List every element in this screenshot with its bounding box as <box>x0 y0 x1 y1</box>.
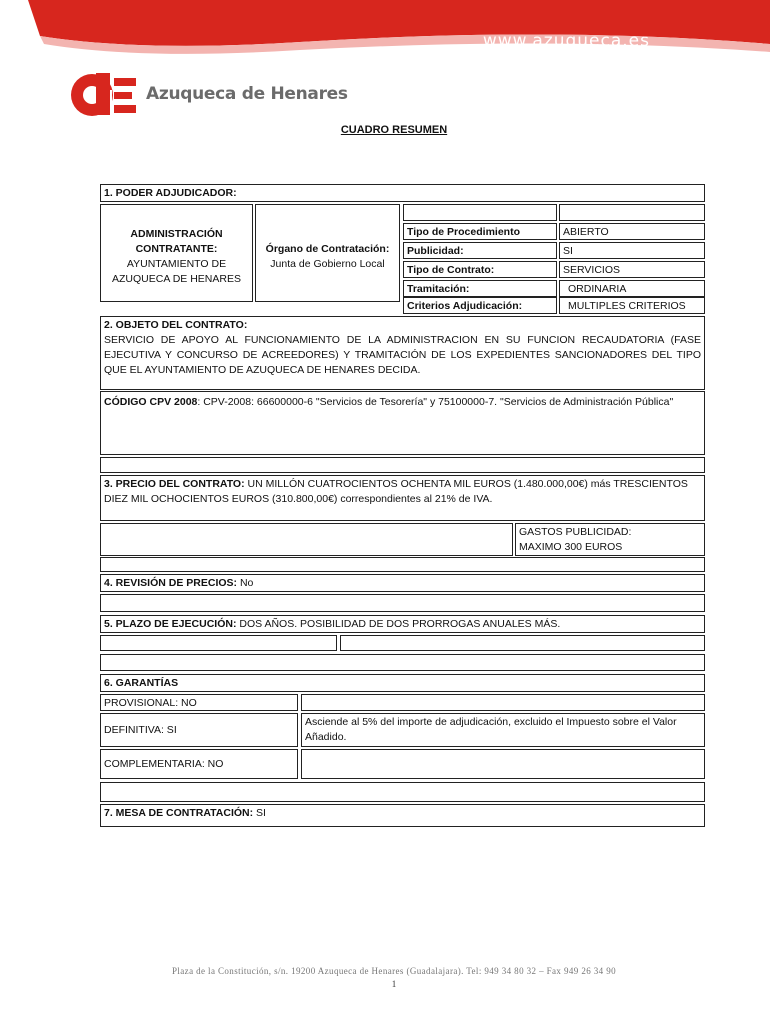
section-7-contracting-board <box>100 804 705 827</box>
admin-contratante-value: AYUNTAMIENTO DE AZUQUECA DE HENARES <box>112 258 241 285</box>
section-2-heading: 2. OBJETO DEL CONTRATO: <box>104 319 248 331</box>
section-5-execution-term <box>100 615 705 633</box>
header-banner <box>0 0 770 70</box>
complementary-guarantee: COMPLEMENTARIA: NO <box>100 749 298 779</box>
document-title: CUADRO RESUMEN <box>340 124 448 136</box>
section-2-object <box>100 316 705 390</box>
procedure-value: ABIERTO <box>559 223 705 240</box>
execution-term-value: DOS AÑOS. POSIBILIDAD DE DOS PRORROGAS ANUALES MÁS. <box>236 618 561 630</box>
azuqueca-logo-icon <box>68 70 138 120</box>
section-4-price-review <box>100 574 705 592</box>
page-number: 1 <box>391 979 397 989</box>
blank-row <box>100 654 705 671</box>
price-blank-cell <box>100 523 513 556</box>
cpv-text: : CPV-2008: 66600000-6 "Servicios de Tesorería" y 75100000-7. "Servicios de Administración Pública" <box>197 396 674 408</box>
complementary-guarantee-detail <box>301 749 705 779</box>
processing-value: ORDINARIA <box>559 280 705 297</box>
footer-address: Plaza de la Constitución, s/n. 19200 Azuqueca de Henares (Guadalajara). Tel: 949 34 80 32 – Fax 949 26 34 90 <box>171 966 617 976</box>
advertising-costs-label: GASTOS PUBLICIDAD: <box>519 526 632 538</box>
price-text: UN MILLÓN CUATROCIENTOS OCHENTA MIL EUROS (1.480.000,00€) más TRESCIENTOS DIEZ MIL OCHOCIENTOS EUROS (310.800,00€) correspondientes al 21% de IVA. <box>104 478 688 505</box>
blank-row <box>100 557 705 572</box>
contracting-board-value: SI <box>253 807 266 819</box>
site-url: www.azuqueca.es <box>482 31 650 51</box>
publicity-label: Publicidad: <box>403 242 557 259</box>
admin-contratante-cell <box>100 204 253 302</box>
contract-type-value: SERVICIOS <box>559 261 705 278</box>
section-3-heading: 3. PRECIO DEL CONTRATO: <box>104 478 245 490</box>
section-4-heading: 4. REVISIÓN DE PRECIOS: <box>104 577 238 589</box>
award-criteria-value: MULTIPLES CRITERIOS <box>559 297 705 314</box>
section-3-price <box>100 475 705 521</box>
procedure-blank-value <box>559 204 705 221</box>
definitive-guarantee-detail: Asciende al 5% del importe de adjudicación, excluido el Impuesto sobre el Valor Añadido. <box>301 713 705 747</box>
blank-row <box>100 457 705 473</box>
section-1-heading: 1. PODER ADJUDICADOR: <box>100 184 705 202</box>
price-review-value: No <box>237 577 254 589</box>
procedure-blank-label <box>403 204 557 221</box>
provisional-guarantee: PROVISIONAL: NO <box>100 694 298 711</box>
admin-contratante-label: ADMINISTRACIÓN CONTRATANTE: <box>130 228 223 255</box>
award-criteria-label: Criterios Adjudicación: <box>403 297 557 314</box>
cpv-label: CÓDIGO CPV 2008 <box>104 396 198 408</box>
processing-label: Tramitación: <box>403 280 557 297</box>
provisional-guarantee-detail <box>301 694 705 711</box>
summary-form <box>100 184 705 827</box>
publicity-value: SI <box>559 242 705 259</box>
procedure-label: Tipo de Procedimiento <box>403 223 557 240</box>
contract-type-label: Tipo de Contrato: <box>403 261 557 278</box>
cpv-code-cell <box>100 391 705 455</box>
advertising-costs-value: MAXIMO 300 EUROS <box>519 541 623 553</box>
org-name: Azuqueca de Henares <box>146 84 348 104</box>
advertising-costs-cell <box>515 523 705 556</box>
organo-contratacion-cell <box>255 204 400 302</box>
section-5-heading: 5. PLAZO DE EJECUCIÓN: <box>104 618 237 630</box>
blank-row <box>100 594 705 612</box>
blank-row <box>100 782 705 802</box>
blank-cell <box>340 635 705 651</box>
organo-contratacion-value: Junta de Gobierno Local <box>270 258 385 270</box>
section-6-heading: 6. GARANTÍAS <box>100 674 705 692</box>
definitive-guarantee: DEFINITIVA: SI <box>100 713 298 747</box>
organo-contratacion-label: Órgano de Contratación: <box>265 243 390 255</box>
object-description: SERVICIO DE APOYO AL FUNCIONAMIENTO DE LA ADMINISTRACION EN SU FUNCION RECAUDATORIA (FASE EJECUTIVA Y CONCURSO DE ACREEDORES) Y TRAMITACIÓN DE LOS EXPEDIENTES SANCIONADORES DEL TIPO QUE EL AYUNTAMIENTO DE AZUQUECA DE HENARES DECIDA. <box>104 334 701 376</box>
section-7-heading: 7. MESA DE CONTRATACIÓN: <box>104 807 254 819</box>
blank-cell <box>100 635 337 651</box>
